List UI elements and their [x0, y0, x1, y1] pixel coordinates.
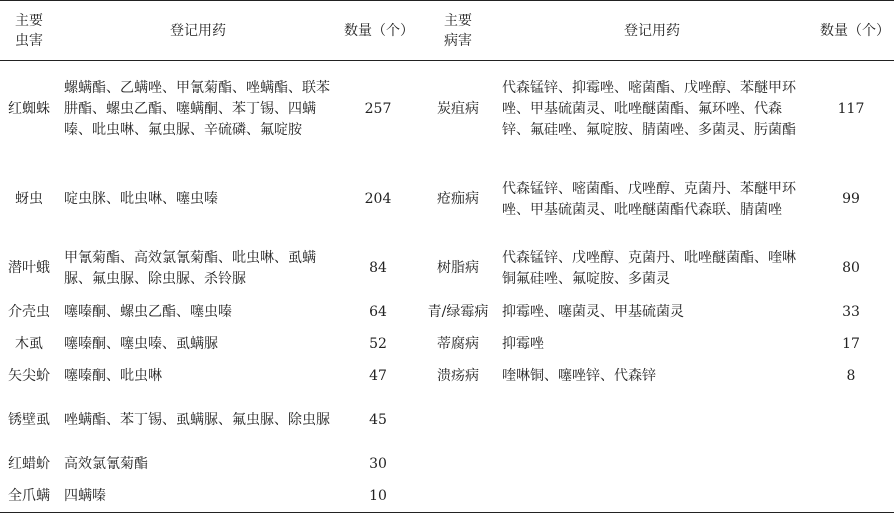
header-disease-line2: 病害 [444, 32, 472, 49]
pest-count: 84 [369, 260, 387, 276]
pest-count: 52 [369, 336, 387, 352]
pest-name: 蚜虫 [15, 191, 43, 207]
disease-count: 8 [846, 368, 856, 384]
pest-drugs: 高效氯氰菊酯 [64, 456, 148, 472]
header-pest-line2: 虫害 [15, 32, 43, 49]
pest-name: 介壳虫 [8, 304, 50, 320]
pest-count: 47 [369, 368, 387, 384]
pest-drugs: 螺螨酯、乙螨唑、甲氰菊酯、唑螨酯、联苯肼酯、螺虫乙酯、噻螨酮、苯丁锡、四螨嗪、吡虫啉、氟虫脲、辛硫磷、氟啶胺 [64, 80, 330, 139]
disease-count: 80 [842, 260, 860, 276]
disease-name [418, 393, 498, 449]
disease-count: 33 [842, 304, 860, 320]
disease-drugs: 抑霉唑、噻菌灵、甲基硫菌灵 [502, 304, 684, 320]
header-disease-line1: 主要 [444, 12, 472, 29]
pest-drugs: 甲氰菊酯、高效氯氰菊酯、吡虫啉、虱螨脲、氟虫脲、除虫脲、杀铃脲 [64, 249, 316, 287]
pest-drugs: 四螨嗪 [58, 481, 338, 513]
disease-drugs [498, 449, 808, 481]
disease-drugs: 代森锰锌、嘧菌酯、戊唑醇、克菌丹、苯醚甲环唑、甲基硫菌灵、吡唑醚菌酯代森联、腈菌唑 [502, 180, 796, 218]
disease-count [808, 449, 894, 481]
pest-name: 红蜡蚧 [8, 456, 50, 472]
header-disease-drugs: 登记用药 [498, 1, 808, 61]
disease-drugs [498, 481, 808, 513]
table-row [0, 481, 894, 513]
disease-drugs: 代森锰锌、抑霉唑、嘧菌酯、戊唑醇、苯醚甲环唑、甲基硫菌灵、吡唑醚菌酯、氟环唑、代森锌、氟硅唑、氟啶胺、腈菌唑、多菌灵、肟菌酯 [502, 80, 796, 139]
table-row [0, 297, 894, 329]
table-header-row [0, 1, 894, 61]
disease-name: 蒂腐病 [437, 336, 479, 352]
header-pest-count: 数量（个） [338, 1, 418, 61]
table-row [0, 361, 894, 393]
disease-drugs: 喹啉铜、噻唑锌、代森锌 [502, 368, 656, 384]
pest-name: 潜叶蛾 [8, 260, 50, 276]
disease-count: 117 [837, 101, 865, 118]
disease-name [418, 449, 498, 481]
disease-drugs: 抑霉唑 [502, 336, 544, 352]
table-row [0, 393, 894, 449]
pest-drugs: 唑螨酯、苯丁锡、虱螨脲、氟虫脲、除虫脲 [64, 412, 330, 428]
table-row [0, 449, 894, 481]
disease-count [808, 481, 894, 513]
table-row [0, 61, 894, 159]
pest-count: 45 [369, 412, 387, 428]
pest-name: 全爪螨 [0, 481, 58, 513]
disease-name [418, 481, 498, 513]
table-row [0, 241, 894, 297]
header-pest [0, 1, 58, 61]
pest-count: 10 [338, 481, 418, 513]
disease-count: 99 [842, 191, 860, 207]
header-pest-line1: 主要 [15, 12, 43, 29]
pest-name: 锈壁虱 [8, 412, 50, 428]
disease-name: 树脂病 [437, 260, 479, 276]
disease-drugs: 代森锰锌、戊唑醇、克菌丹、吡唑醚菌酯、喹啉铜氟硅唑、氟啶胺、多菌灵 [502, 249, 796, 287]
disease-name: 溃疡病 [437, 368, 479, 384]
table-row [0, 329, 894, 361]
pest-count: 30 [369, 456, 387, 472]
header-disease-count: 数量（个） [808, 1, 894, 61]
pest-name: 木虱 [15, 336, 43, 352]
header-pest-drugs: 登记用药 [58, 1, 338, 61]
pest-drugs: 噻嗪酮、吡虫啉 [64, 368, 162, 384]
disease-drugs [498, 393, 808, 449]
pest-drugs: 噻嗪酮、螺虫乙酯、噻虫嗪 [64, 304, 232, 320]
table-row [0, 159, 894, 241]
pest-count: 204 [364, 191, 392, 207]
header-disease [418, 1, 498, 61]
pest-name: 红蜘蛛 [8, 101, 50, 118]
pest-count: 257 [364, 101, 392, 118]
pest-drugs: 啶虫脒、吡虫啉、噻虫嗪 [64, 191, 218, 207]
pest-count: 64 [369, 304, 387, 320]
disease-count: 17 [842, 336, 860, 352]
pest-name: 矢尖蚧 [8, 368, 50, 384]
pest-drugs: 噻嗪酮、噻虫嗪、虱螨脲 [64, 336, 218, 352]
disease-count [808, 393, 894, 449]
disease-name: 疮痂病 [437, 191, 479, 207]
disease-name: 青/绿霉病 [427, 304, 489, 320]
disease-name: 炭疽病 [437, 101, 479, 118]
